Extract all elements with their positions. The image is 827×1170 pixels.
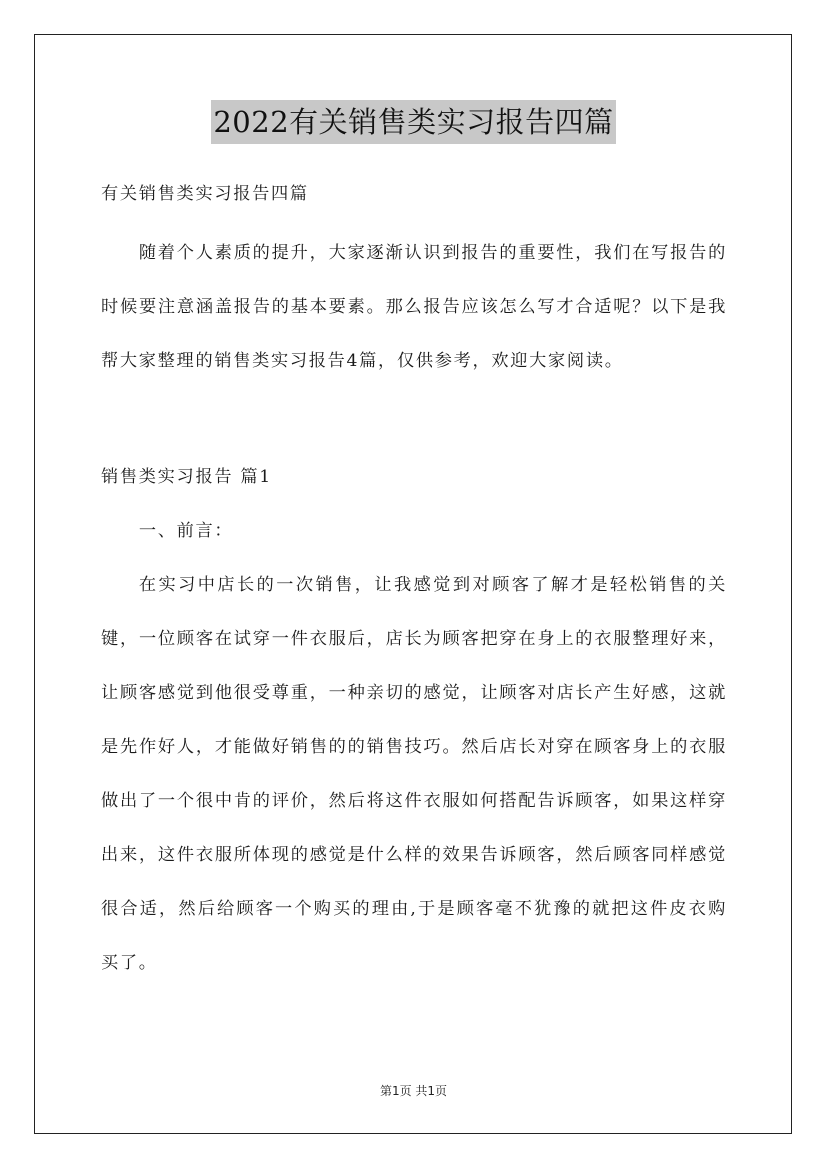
intro-paragraph: 随着个人素质的提升，大家逐渐认识到报告的重要性，我们在写报告的时候要注意涵盖报告的基本要素。那么报告应该怎么写才合适呢？以下是我帮大家整理的销售类实习报告4篇，仅供参考，欢迎大家阅读。 (101, 243, 727, 371)
document-title: 2022有关销售类实习报告四篇 (211, 100, 615, 144)
document-subtitle: 有关销售类实习报告四篇 (101, 184, 309, 204)
document-body (101, 174, 727, 990)
title-container (0, 100, 827, 144)
page-footer: 第1页 共1页 (379, 1084, 448, 1098)
sub-heading: 一、前言： (138, 521, 234, 541)
section-heading: 销售类实习报告 篇1 (101, 467, 272, 487)
body-paragraph: 在实习中店长的一次销售，让我感觉到对顾客了解才是轻松销售的关键，一位顾客在试穿一件衣服后，店长为顾客把穿在身上的衣服整理好来，让顾客感觉到他很受尊重，一种亲切的感觉，让顾客对店长产生好感，这就是先作好人，才能做好销售的的销售技巧。然后店长对穿在顾客身上的衣服做出了一个很中肯的评价，然后将这件衣服如何搭配告诉顾客，如果这样穿出来，这件衣服所体现的感觉是什么样的效果告诉顾客，然后顾客同样感觉很合适，然后给顾客一个购买的理由,于是顾客毫不犹豫的就把这件皮衣购买了。 (101, 575, 727, 973)
